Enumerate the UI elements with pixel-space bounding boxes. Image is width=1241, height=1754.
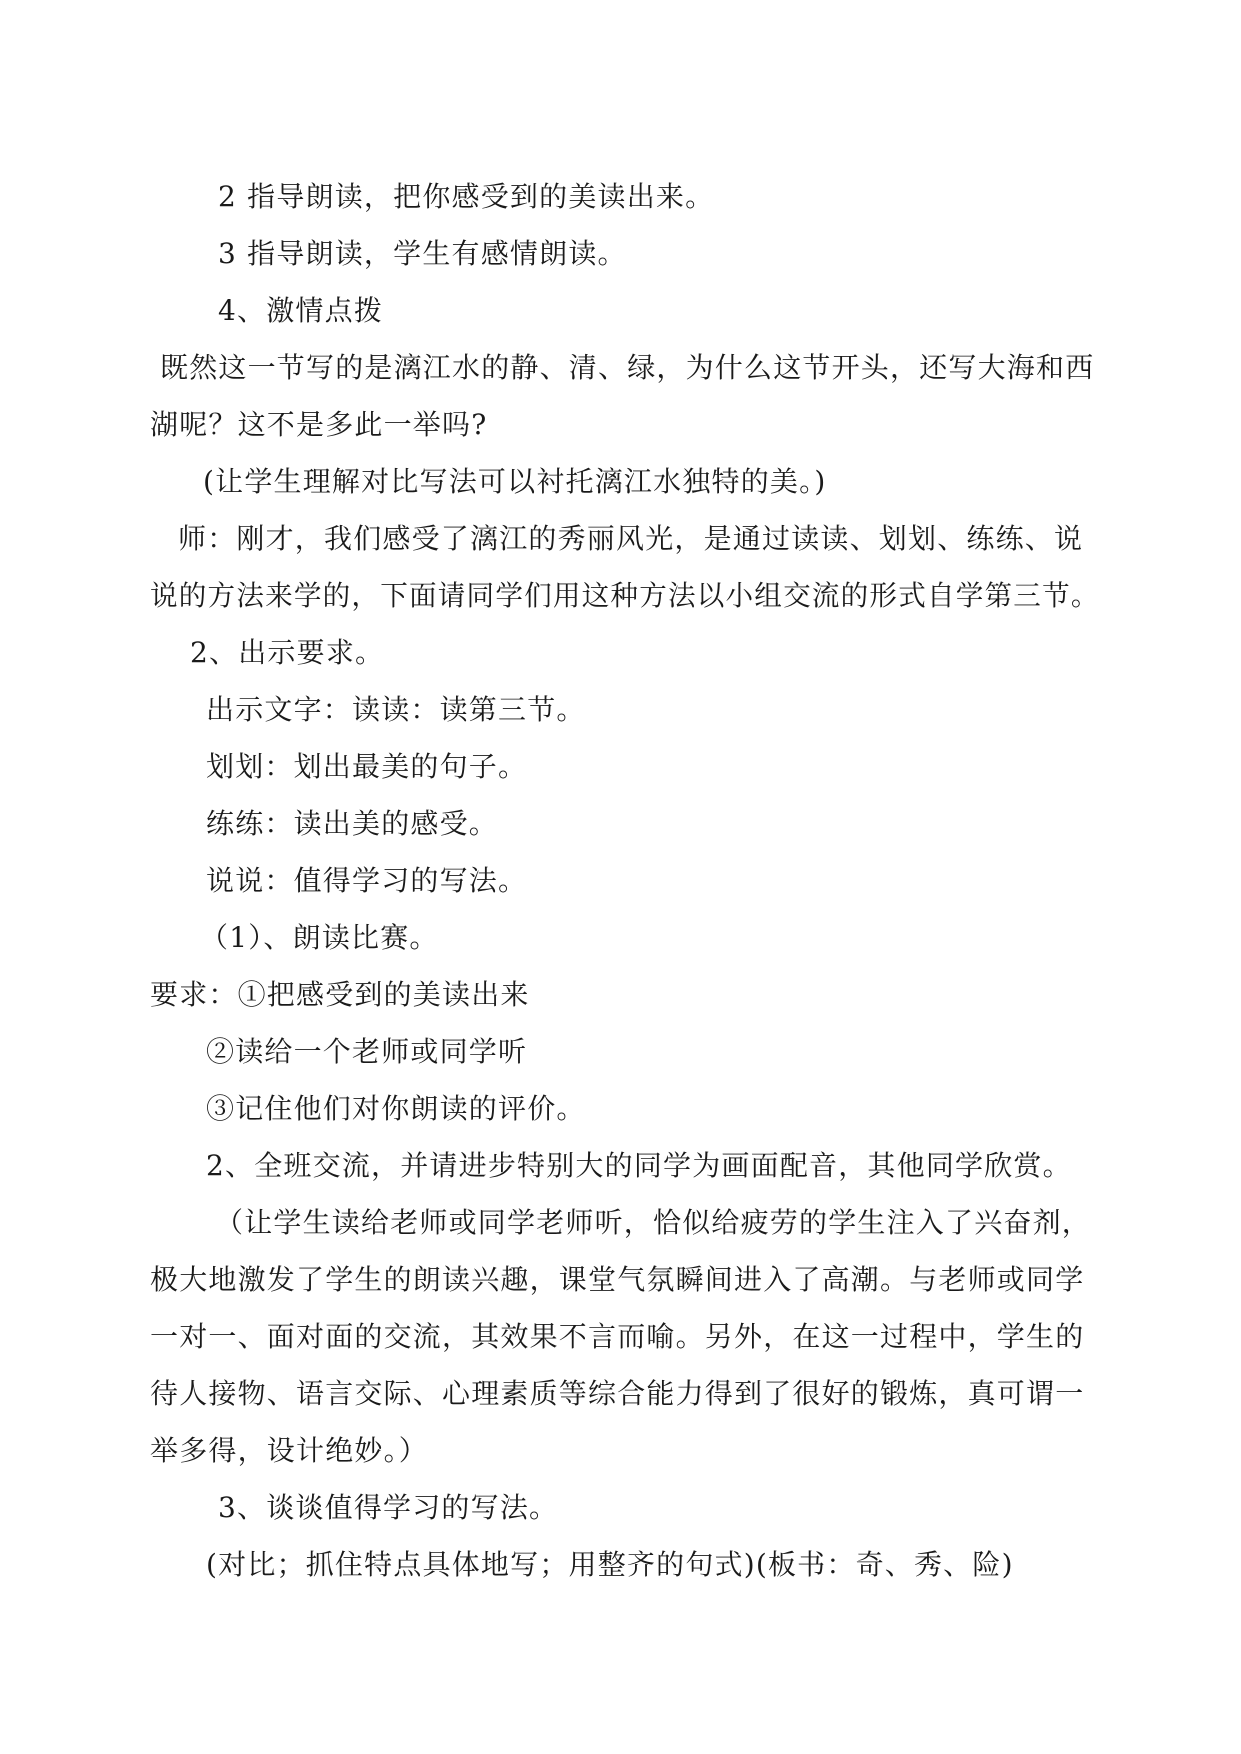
text-line-14: （1）、朗读比赛。 — [200, 921, 439, 954]
text-line-25: (对比；抓住特点具体地写；用整齐的句式)(板书：奇、秀、险) — [206, 1548, 1014, 1581]
text-line-22: 待人接物、语言交际、心理素质等综合能力得到了很好的锻炼，真可谓一 — [150, 1377, 1085, 1410]
text-line-2: 3 指导朗读，学生有感情朗读。 — [218, 237, 627, 270]
text-line-3: 4、激情点拨 — [218, 294, 384, 327]
text-line-7: 师：刚才，我们感受了漓江的秀丽风光，是通过读读、划划、练练、说 — [178, 522, 1084, 555]
text-line-17: ③记住他们对你朗读的评价。 — [206, 1092, 586, 1125]
text-line-24: 3、谈谈值得学习的写法。 — [218, 1491, 559, 1524]
text-line-18: 2、全班交流，并请进步特别大的同学为画面配音，其他同学欣赏。 — [206, 1149, 1072, 1182]
text-line-11: 划划：划出最美的句子。 — [206, 750, 528, 783]
text-line-6: (让学生理解对比写法可以衬托漓江水独特的美。) — [203, 465, 827, 498]
text-line-23: 举多得，设计绝妙。） — [150, 1434, 429, 1467]
text-line-9: 2、出示要求。 — [190, 636, 385, 669]
text-line-20: 极大地激发了学生的朗读兴趣，课堂气氛瞬间进入了高潮。与老师或同学 — [150, 1263, 1085, 1296]
text-line-12: 练练：读出美的感受。 — [206, 807, 499, 840]
text-line-19: （让学生读给老师或同学老师听，恰似给疲劳的学生注入了兴奋剂， — [215, 1206, 1092, 1239]
text-line-8: 说的方法来学的，下面请同学们用这种方法以小组交流的形式自学第三节。 — [150, 579, 1100, 612]
text-line-10: 出示文字：读读：读第三节。 — [206, 693, 586, 726]
text-line-15: 要求：①把感受到的美读出来 — [150, 978, 530, 1011]
text-line-5: 湖呢？这不是多此一举吗? — [150, 408, 488, 441]
text-line-4: 既然这一节写的是漓江水的静、清、绿，为什么这节开头，还写大海和西 — [160, 351, 1095, 384]
text-line-13: 说说：值得学习的写法。 — [206, 864, 528, 897]
text-line-16: ②读给一个老师或同学听 — [206, 1035, 528, 1068]
text-line-21: 一对一、面对面的交流，其效果不言而喻。另外，在这一过程中，学生的 — [150, 1320, 1085, 1353]
text-line-1: 2 指导朗读，把你感受到的美读出来。 — [218, 180, 715, 213]
